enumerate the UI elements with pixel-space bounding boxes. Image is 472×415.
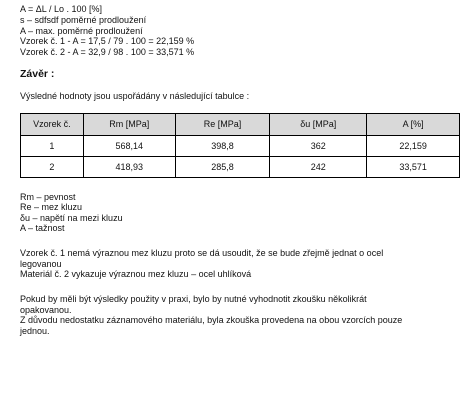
legend-block: [20, 192, 460, 234]
header-a: A [%]: [367, 113, 460, 135]
table-cell: 33,571: [367, 156, 460, 177]
final-line: Pokud by měli být výsledky použity v praxi, bylo by nutné vyhodnotit zkoušku několikrát: [20, 293, 367, 304]
legend-line: A – tažnost: [20, 223, 65, 234]
formula-line: s – sdfsdf poměrné prodloužení: [20, 14, 147, 25]
table-cell: 2: [21, 156, 84, 177]
formula-block: [20, 4, 460, 58]
note-line: legovanou: [20, 258, 62, 269]
final-line: jednou.: [20, 326, 50, 337]
results-table: [20, 113, 460, 178]
table-row: [21, 156, 460, 177]
table-cell: 398,8: [175, 135, 270, 156]
formula-line: Vzorek č. 1 - A = 17,5 / 79 . 100 = 22,159 %: [20, 36, 195, 47]
formula-line: A = ΔL / Lo . 100 [%]: [20, 4, 102, 14]
formula-line: A – max. poměrné prodloužení: [20, 25, 143, 36]
header-rm: Rm [MPa]: [83, 113, 175, 135]
table-header-row: [21, 113, 460, 135]
table-cell: 242: [270, 156, 367, 177]
table-cell: 362: [270, 135, 367, 156]
legend-line: δu – napětí na mezi kluzu: [20, 212, 123, 223]
header-sample: Vzorek č.: [21, 113, 84, 135]
conclusion-intro: Výsledné hodnoty jsou uspořádány v následující tabulce :: [20, 90, 250, 101]
header-re: Re [MPa]: [175, 113, 270, 135]
table-cell: 22,159: [367, 135, 460, 156]
material-notes: [20, 248, 460, 280]
legend-line: Re – mez kluzu: [20, 202, 83, 213]
note-line: Vzorek č. 1 nemá výraznou mez kluzu proto se dá usoudit, že se bude zřejmě jednat o ocel: [20, 247, 384, 258]
header-du: δu [MPa]: [270, 113, 367, 135]
final-line: opakovanou.: [20, 304, 72, 315]
legend-line: Rm – pevnost: [20, 191, 76, 202]
table-cell: 568,14: [83, 135, 175, 156]
note-line: Materiál č. 2 vykazuje výraznou mez kluzu – ocel uhlíková: [20, 269, 252, 280]
table-cell: 418,93: [83, 156, 175, 177]
document-page: [20, 4, 460, 337]
formula-line: Vzorek č. 2 - A = 32,9 / 98 . 100 = 33,571 %: [20, 47, 195, 58]
final-line: Z důvodu nedostatku záznamového materiálu, byla zkouška provedena na obou vzorcích pouze: [20, 315, 403, 326]
table-row: [21, 135, 460, 156]
conclusion-heading: Závěr :: [20, 67, 55, 80]
table-cell: 285,8: [175, 156, 270, 177]
final-remarks: [20, 294, 460, 337]
table-cell: 1: [21, 135, 84, 156]
